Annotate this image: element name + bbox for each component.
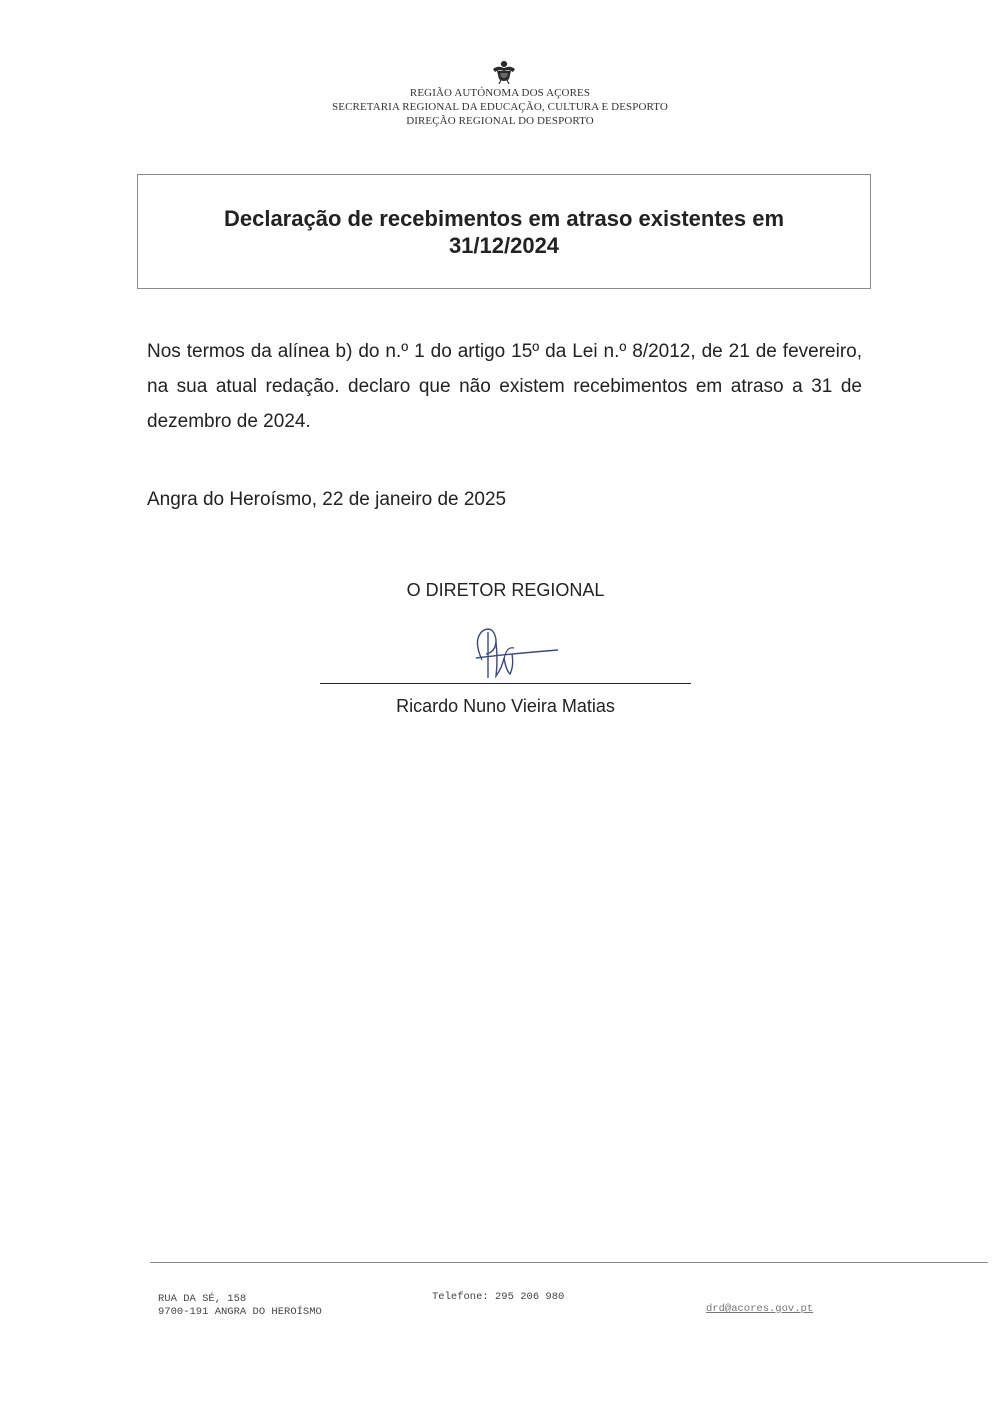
signature-line bbox=[320, 683, 691, 684]
handwritten-signature-icon bbox=[468, 620, 564, 684]
footer-divider bbox=[150, 1262, 988, 1263]
signatory-role: O DIRETOR REGIONAL bbox=[406, 580, 605, 600]
footer-phone: Telefone: 295 206 980 bbox=[432, 1291, 565, 1303]
document-title-line2: 31/12/2024 bbox=[448, 233, 560, 258]
header-secretariat-name: SECRETARIA REGIONAL DA EDUCAÇÃO, CULTURA E DESPORTO bbox=[332, 101, 668, 113]
document-title bbox=[137, 205, 871, 259]
header-region-name: REGIÃO AUTÓNOMA DOS AÇORES bbox=[409, 87, 591, 99]
signatory-name: Ricardo Nuno Vieira Matias bbox=[396, 696, 615, 716]
declaration-paragraph: Nos termos da alínea b) do n.º 1 do artigo 15º da Lei n.º 8/2012, de 21 de fevereiro, na sua atual redação. declaro que não existem recebimentos em atraso a 31 de dezembro de 2024. bbox=[147, 341, 862, 432]
coat-of-arms-icon bbox=[491, 60, 517, 84]
footer-email-link[interactable]: drd@acores.gov.pt bbox=[706, 1303, 814, 1315]
place-and-date: Angra do Heroísmo, 22 de janeiro de 2025 bbox=[147, 489, 507, 510]
document-title-line1: Declaração de recebimentos em atraso existentes em bbox=[223, 206, 785, 231]
footer-address-street: RUA DA SÉ, 158 bbox=[158, 1293, 247, 1305]
footer-address-city: 9700-191 ANGRA DO HEROÍSMO bbox=[158, 1306, 322, 1318]
header-directorate-name: DIREÇÃO REGIONAL DO DESPORTO bbox=[406, 115, 594, 127]
